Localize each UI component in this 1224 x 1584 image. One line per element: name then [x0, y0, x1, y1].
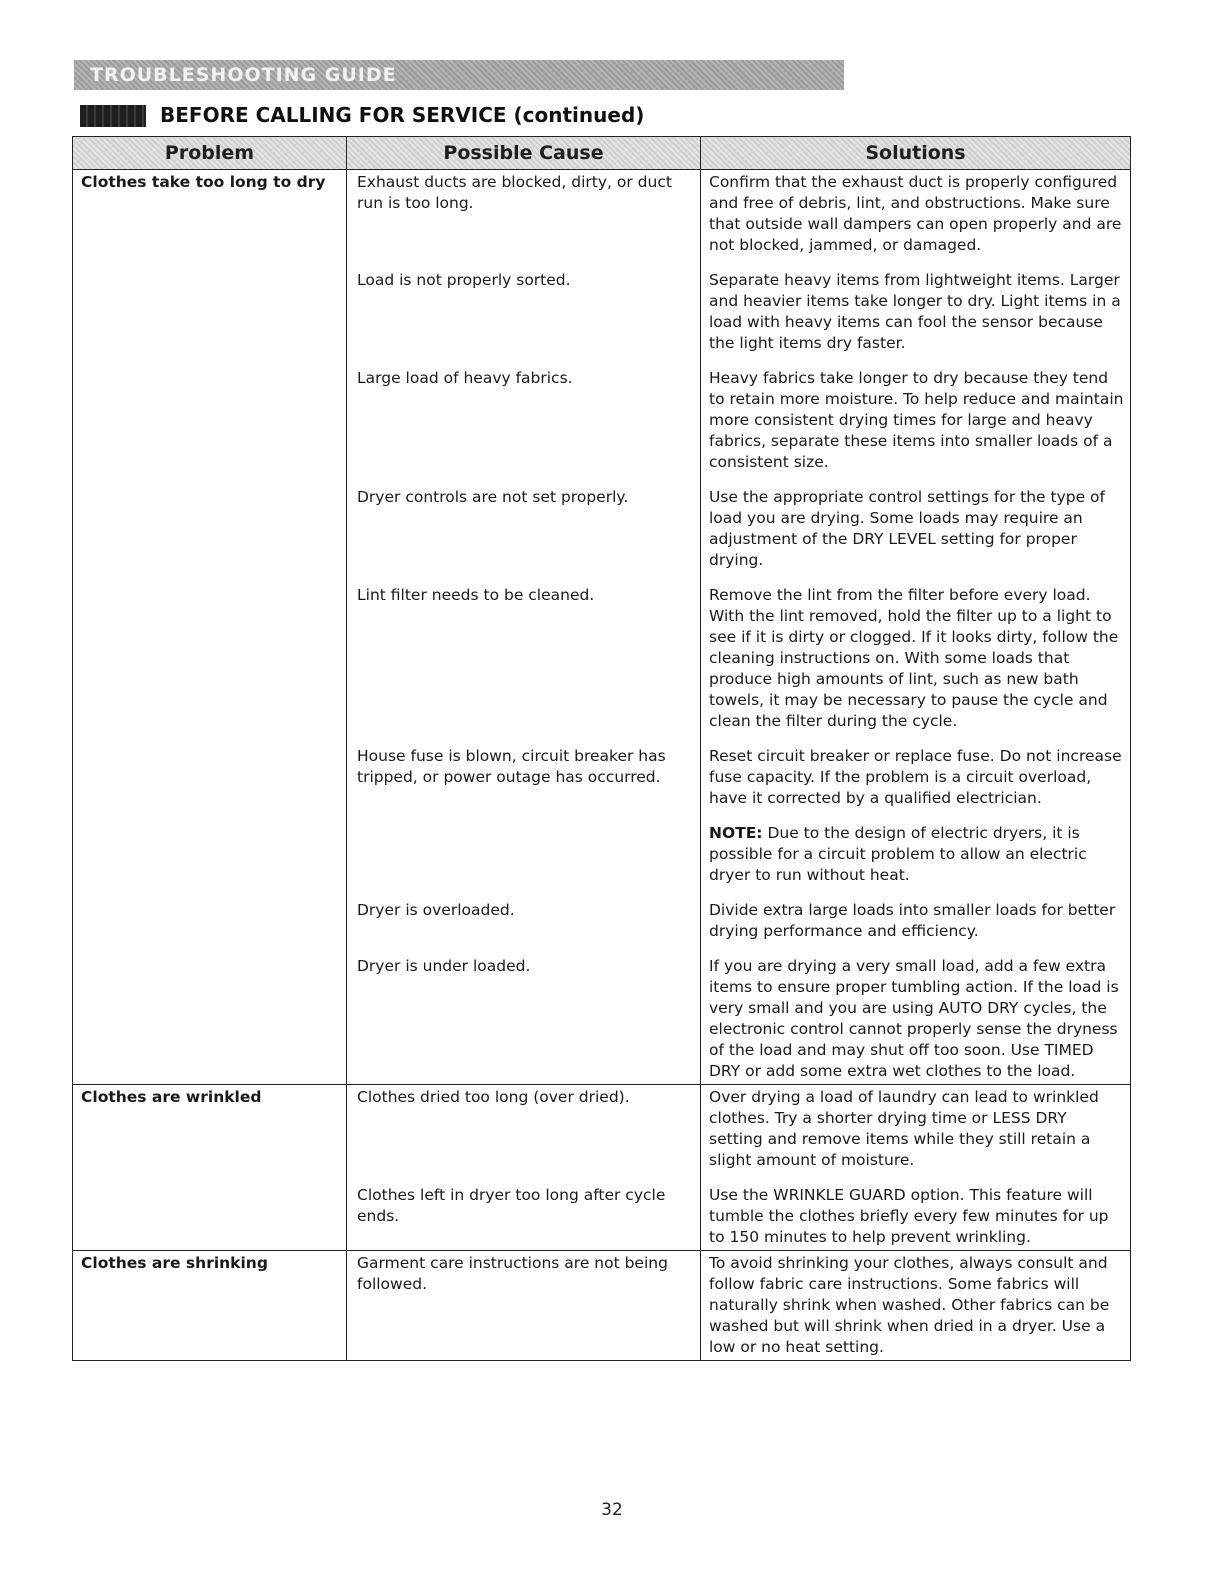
note-text: Due to the design of electric dryers, it is possible for a circuit problem to allow an electric dryer to run without heat. — [709, 824, 1087, 884]
solution-cell: If you are drying a very small load, add a few extra items to ensure proper tumbling action. If the load is very small and you are using AUTO DRY cycles, the electronic control cannot properly sense the dryness of the load and may shut off too soon. Use TIMED DRY or add some extra wet clothes to the load. — [701, 954, 1131, 1085]
banner-title: TROUBLESHOOTING GUIDE — [90, 64, 397, 86]
cause-cell: Dryer controls are not set properly. — [347, 485, 701, 583]
table-row — [73, 170, 1131, 269]
section-banner — [74, 60, 844, 90]
solution-cell: Heavy fabrics take longer to dry because they tend to retain more moisture. To help reduce and maintain more consistent drying times for large and heavy fabrics, separate these items into smaller loads of a consistent size. — [701, 366, 1131, 485]
note-label: NOTE: — [709, 824, 763, 842]
cause-cell-empty — [347, 821, 701, 898]
solution-cell: To avoid shrinking your clothes, always consult and follow fabric care instructions. Some fabrics will naturally shrink when washed. Other fabrics can be washed but will shrink when dried in a dryer. Use a low or no heat setting. — [701, 1251, 1131, 1361]
problem-cell: Clothes take too long to dry — [73, 170, 347, 1085]
problem-cell: Clothes are shrinking — [73, 1251, 347, 1361]
solution-cell: Reset circuit breaker or replace fuse. Do not increase fuse capacity. If the problem is a circuit overload, have it corrected by a qualified electrician. — [701, 744, 1131, 821]
cause-cell: Clothes dried too long (over dried). — [347, 1085, 701, 1184]
note-solution-cell — [701, 821, 1131, 898]
solution-cell: Confirm that the exhaust duct is properly configured and free of debris, lint, and obstructions. Make sure that outside wall dampers can open properly and are not blocked, jammed, or damaged. — [701, 170, 1131, 269]
section-marker-block — [80, 105, 146, 127]
problem-cell: Clothes are wrinkled — [73, 1085, 347, 1251]
cause-cell: Dryer is overloaded. — [347, 898, 701, 954]
solution-cell: Separate heavy items from lightweight items. Larger and heavier items take longer to dry. Light items in a load with heavy items can fool the sensor because the light items dry faster. — [701, 268, 1131, 366]
solution-cell: Remove the lint from the filter before every load. With the lint removed, hold the filter up to a light to see if it is dirty or clogged. If it looks dirty, follow the cleaning instructions on. With some loads that produce high amounts of lint, such as new bath towels, it may be necessary to pause the cycle and clean the filter during the cycle. — [701, 583, 1131, 744]
troubleshooting-table — [72, 136, 1131, 1361]
cause-cell: Lint filter needs to be cleaned. — [347, 583, 701, 744]
cause-cell: Load is not properly sorted. — [347, 268, 701, 366]
solution-cell: Use the WRINKLE GUARD option. This feature will tumble the clothes briefly every few minutes for up to 150 minutes to help prevent wrinkling. — [701, 1183, 1131, 1251]
solution-cell: Use the appropriate control settings for the type of load you are drying. Some loads may require an adjustment of the DRY LEVEL setting for proper drying. — [701, 485, 1131, 583]
table-row — [73, 1085, 1131, 1184]
section-title: BEFORE CALLING FOR SERVICE (continued) — [160, 103, 645, 127]
cause-cell: Dryer is under loaded. — [347, 954, 701, 1085]
cause-cell: Exhaust ducts are blocked, dirty, or duct run is too long. — [347, 170, 701, 269]
header-problem: Problem — [73, 137, 347, 170]
header-solutions: Solutions — [701, 137, 1131, 170]
header-possible-cause: Possible Cause — [347, 137, 701, 170]
solution-cell: Over drying a load of laundry can lead to wrinkled clothes. Try a shorter drying time or LESS DRY setting and remove items while they still retain a slight amount of moisture. — [701, 1085, 1131, 1184]
table-row — [73, 1251, 1131, 1361]
cause-cell: Large load of heavy fabrics. — [347, 366, 701, 485]
solution-cell: Divide extra large loads into smaller loads for better drying performance and efficiency. — [701, 898, 1131, 954]
cause-cell: Garment care instructions are not being followed. — [347, 1251, 701, 1361]
cause-cell: Clothes left in dryer too long after cycle ends. — [347, 1183, 701, 1251]
cause-cell: House fuse is blown, circuit breaker has tripped, or power outage has occurred. — [347, 744, 701, 821]
page-number: 32 — [601, 1500, 623, 1520]
table-header-row — [73, 137, 1131, 170]
